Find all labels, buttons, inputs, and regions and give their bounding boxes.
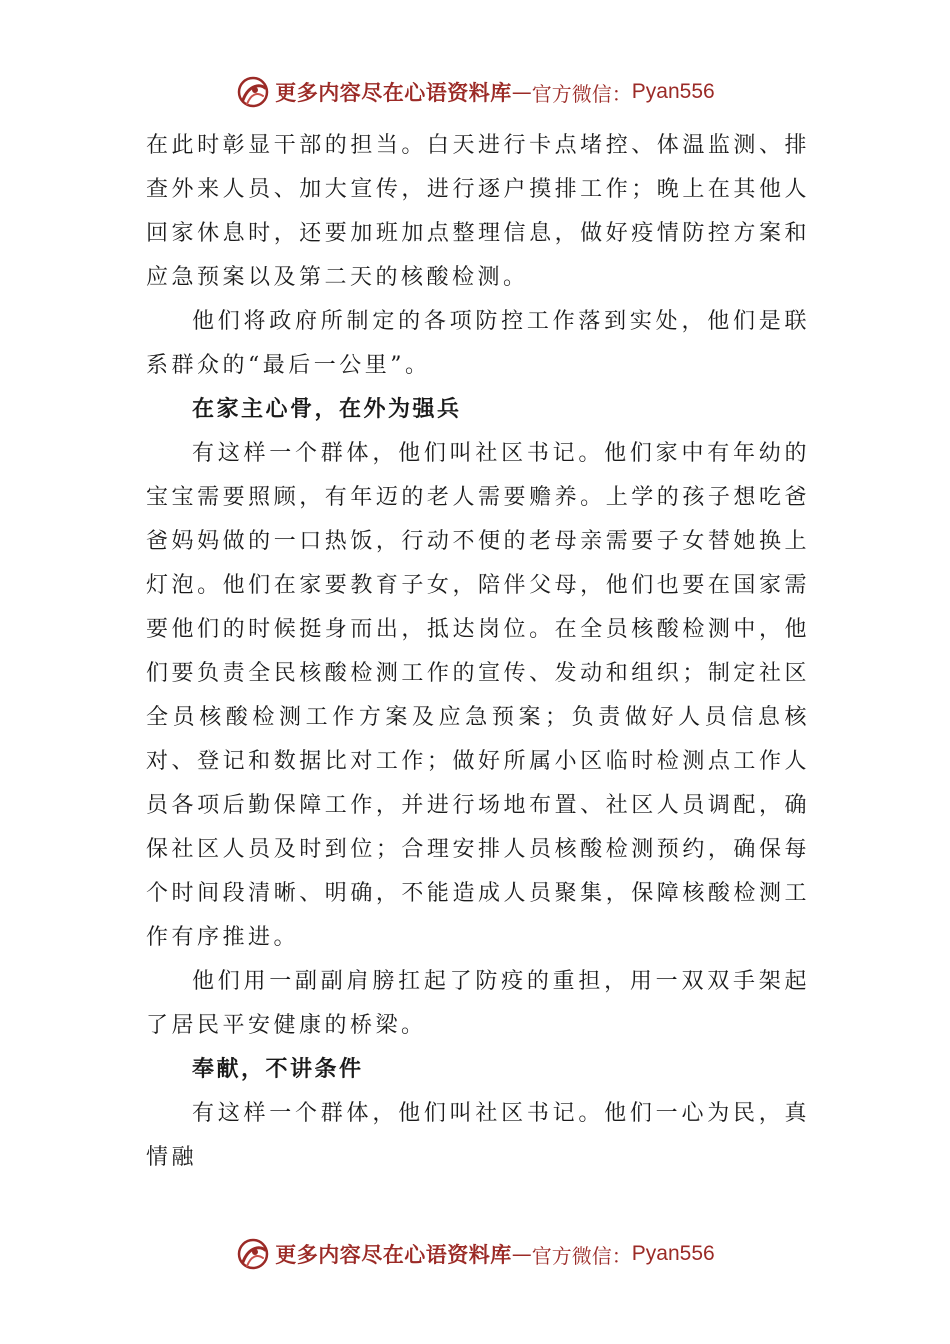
banner-title: 更多内容尽在心语资料库 [275, 1242, 512, 1267]
section-heading-2: 奉献，不讲条件 [192, 1057, 364, 1082]
banner-separator: — [511, 80, 532, 104]
document-body [146, 124, 810, 1180]
footer-banner [0, 1232, 950, 1276]
paragraph-3: 有这样一个群体，他们叫社区书记。他们家中有年幼的宝宝需要照顾，有年迈的老人需要赡养。上学的孩子想吃爸爸妈妈做的一口热饭，行动不便的老母亲需要子女替她换上灯泡。他们在家要教育子女，陪伴父母，他们也要在国家需要他们的时候挺身而出，抵达岗位。在全员核酸检测中，他们要负责全民核酸检测工作的宣传、发动和组织；制定社区全员核酸检测工作方案及应急预案；负责做好人员信息核对、登记和数据比对工作；做好所属小区临时检测点工作人员各项后勤保障工作，并进行场地布置、社区人员调配，确保社区人员及时到位；合理安排人员核酸检测预约，确保每个时间段清晰、明确，不能造成人员聚集，保障核酸检测工作有序推进。 [146, 441, 810, 950]
banner-wechat-label: 官方微信： [531, 1243, 632, 1268]
paragraph-2: 他们将政府所制定的各项防控工作落到实处，他们是联系群众的“最后一公里”。 [146, 309, 810, 378]
swirl-logo-icon [235, 1236, 271, 1272]
banner-separator: — [511, 1242, 532, 1266]
banner-title: 更多内容尽在心语资料库 [275, 80, 512, 105]
paragraph-4: 他们用一副副肩膀扛起了防疫的重担，用一双双手架起了居民平安健康的桥梁。 [146, 969, 810, 1038]
header-banner [0, 70, 950, 114]
paragraph-5: 有这样一个群体，他们叫社区书记。他们一心为民，真情融 [146, 1101, 810, 1170]
banner-wechat-id: Pyan556 [631, 80, 715, 103]
section-heading-1: 在家主心骨，在外为强兵 [192, 397, 462, 422]
banner-wechat-id: Pyan556 [631, 1242, 715, 1265]
paragraph-1: 在此时彰显干部的担当。白天进行卡点堵控、体温监测、排查外来人员、加大宣传，进行逐户摸排工作；晚上在其他人回家休息时，还要加班加点整理信息，做好疫情防控方案和应急预案以及第二天的核酸检测。 [146, 133, 810, 290]
banner-wechat-label: 官方微信： [531, 81, 632, 106]
swirl-logo-icon [235, 74, 271, 110]
